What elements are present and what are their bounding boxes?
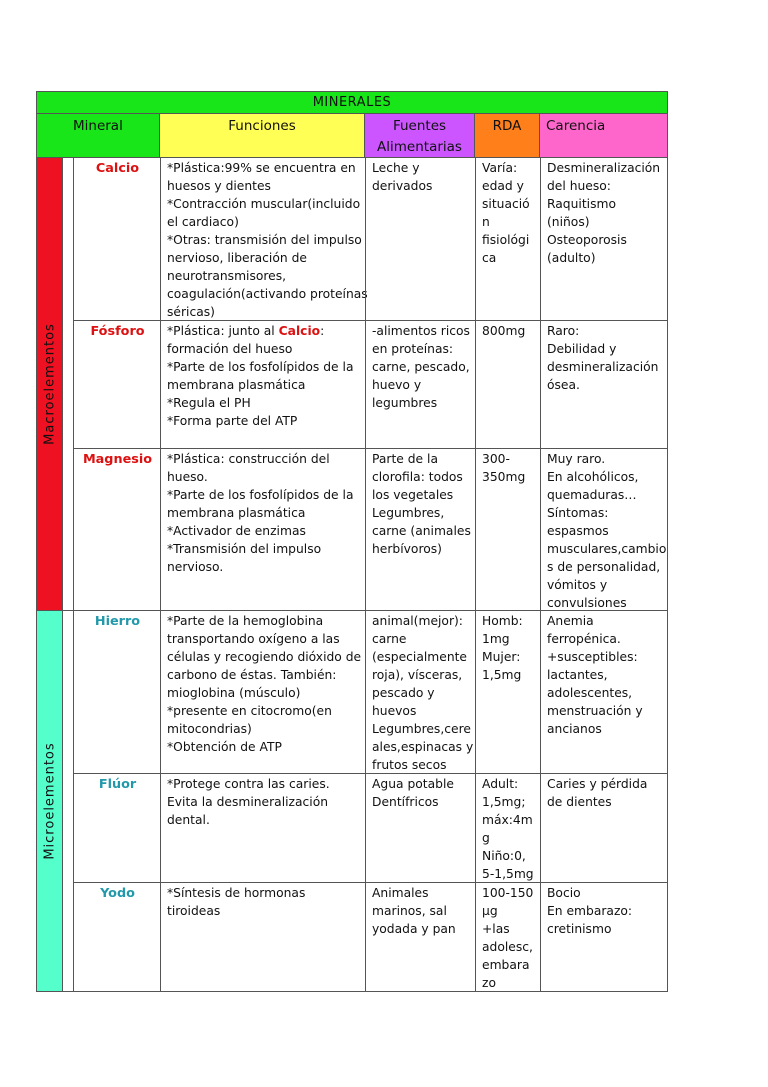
header-fuentes-line2: Alimentarias (377, 139, 462, 155)
cell-line: adolesc, (482, 940, 533, 954)
cell-line: derivados (372, 179, 433, 193)
cell-line: situació (482, 197, 530, 211)
carencia-cell (540, 321, 668, 448)
cell-line: Muy raro. (547, 452, 606, 466)
mineral-name: Calcio (73, 158, 160, 320)
group-macro-label: Macroelementos (42, 323, 57, 445)
cell-line: En alcohólicos, (547, 470, 639, 484)
rda-cell (475, 321, 540, 448)
cell-line: el cardiaco) (167, 215, 239, 229)
cell-line: *Activador de enzimas (167, 524, 306, 538)
cell-line: *Protege contra las caries. (167, 777, 330, 791)
group-microelementos (36, 611, 73, 992)
cell-line: ca (482, 251, 497, 265)
funciones-cell (160, 321, 365, 448)
funciones-cell (160, 883, 365, 991)
header-funciones: Funciones (160, 114, 365, 158)
cell-line: *Síntesis de hormonas (167, 886, 306, 900)
cell-line: 5-1,5mg (482, 867, 534, 881)
table-row (73, 449, 668, 611)
cell-line: Parte de la (372, 452, 438, 466)
mineral-name: Hierro (73, 611, 160, 773)
cell-line: n (482, 215, 490, 229)
cell-line: zo (482, 976, 496, 990)
group-micro-label: Microelementos (42, 742, 57, 860)
carencia-cell (540, 449, 668, 610)
cell-line: coagulación(activando proteínas (167, 287, 368, 301)
carencia-cell (540, 774, 668, 882)
cell-line: s de personalidad, (547, 560, 661, 574)
cell-line: roja), vísceras, (372, 668, 463, 682)
cell-line: lactantes, (547, 668, 608, 682)
funciones-cell (160, 449, 365, 610)
cell-line: tiroideas (167, 904, 221, 918)
cell-line: huesos y dientes (167, 179, 271, 193)
group-macro-label-box (37, 158, 62, 610)
cell-line: Legumbres, (372, 506, 445, 520)
cell-line: Leche y (372, 161, 420, 175)
fuentes-cell (365, 611, 475, 773)
carencia-cell (540, 883, 668, 991)
cell-line: -alimentos ricos (372, 324, 470, 338)
cell-line: legumbres (372, 396, 438, 410)
cell-line: yodada y pan (372, 922, 456, 936)
cell-line: del hueso: (547, 179, 611, 193)
fuentes-cell (365, 158, 475, 320)
cell-line: 350mg (482, 470, 526, 484)
cell-line: Raquitismo (547, 197, 616, 211)
cell-line: +susceptibles: (547, 650, 638, 664)
cell-line: los vegetales (372, 488, 454, 502)
cell-line: *Plástica: construcción del (167, 452, 330, 466)
cell-line: Osteoporosis (547, 233, 627, 247)
cell-line: Debilidad y (547, 342, 617, 356)
cell-line: 800mg (482, 324, 526, 338)
cell-line: *presente en citocromo(en (167, 704, 332, 718)
cell-line: embara (482, 958, 530, 972)
cell-line: carbono de éstas. También: (167, 668, 337, 682)
cell-line: séricas) (167, 305, 215, 319)
fuentes-cell (365, 321, 475, 448)
funciones-cell (160, 158, 368, 320)
cell-line: ferropénica. (547, 632, 621, 646)
cell-line: Varía: (482, 161, 518, 175)
group-micro-label-box (37, 611, 62, 991)
cell-line: (adulto) (547, 251, 596, 265)
carencia-cell (540, 158, 668, 320)
cell-line: µg (482, 904, 498, 918)
cell-line: Anemia (547, 614, 594, 628)
cell-line: 300- (482, 452, 510, 466)
funciones-highlight: Calcio (278, 324, 321, 338)
cell-line: pescado y (372, 686, 435, 700)
rda-cell (475, 611, 540, 773)
cell-line: menstruación y (547, 704, 643, 718)
cell-line: Caries y pérdida (547, 777, 648, 791)
cell-line: máx:4m (482, 813, 533, 827)
cell-line: carne (animales (372, 524, 471, 538)
cell-line: Niño:0, (482, 849, 526, 863)
cell-line: espasmos (547, 524, 609, 538)
funciones-cell (160, 611, 365, 773)
cell-line: nervioso. (167, 560, 224, 574)
cell-line: ancianos (547, 722, 602, 736)
cell-line: 1,5mg; (482, 795, 526, 809)
cell-line: en proteínas: (372, 342, 454, 356)
cell-line: huevos (372, 704, 417, 718)
funciones-line (167, 322, 360, 340)
mineral-name: Fósforo (73, 321, 160, 448)
header-fuentes (365, 114, 475, 158)
cell-line: desmineralización (547, 360, 659, 374)
cell-line: En embarazo: (547, 904, 633, 918)
cell-line: de dientes (547, 795, 612, 809)
rda-cell (475, 883, 540, 991)
cell-line: Síntomas: (547, 506, 609, 520)
funciones-rest (167, 340, 360, 430)
cell-line: 100-150 (482, 886, 534, 900)
fuentes-cell (365, 449, 475, 610)
cell-line: dental. (167, 813, 210, 827)
mineral-name: Yodo (73, 883, 160, 991)
cell-line: 1mg (482, 632, 510, 646)
cell-line: transportando oxígeno a las (167, 632, 340, 646)
carencia-cell (540, 611, 668, 773)
cell-line: Raro: (547, 324, 580, 338)
cell-line: nervioso, liberación de (167, 251, 307, 265)
cell-line: Mujer: (482, 650, 521, 664)
cell-line: fisiológi (482, 233, 530, 247)
table-row (73, 321, 668, 449)
cell-line: 1,5mg (482, 668, 522, 682)
cell-line: células y recogiendo dióxido de (167, 650, 362, 664)
cell-line: convulsiones (547, 596, 627, 610)
funciones-text: *Plástica: junto al (167, 324, 279, 338)
table-row (73, 774, 668, 883)
cell-line: vómitos y (547, 578, 608, 592)
cell-line: hueso. (167, 470, 208, 484)
cell-line: mitocondrias) (167, 722, 252, 736)
mineral-name: Flúor (73, 774, 160, 882)
cell-line: Animales (372, 886, 429, 900)
cell-line: neurotransmisores, (167, 269, 287, 283)
cell-line: *Plástica:99% se encuentra en (167, 161, 356, 175)
cell-line: *Contracción muscular(incluido (167, 197, 361, 211)
cell-line: animal(mejor): (372, 614, 463, 628)
cell-line: *Regula el PH (167, 396, 251, 410)
cell-line: *Parte de los fosfolípidos de la (167, 488, 354, 502)
cell-line: ósea. (547, 378, 580, 392)
rda-cell (475, 774, 540, 882)
cell-line: marinos, sal (372, 904, 447, 918)
rda-cell (475, 158, 540, 320)
fuentes-cell (365, 883, 475, 991)
funciones-text: : (320, 324, 325, 338)
cell-line: huevo y (372, 378, 422, 392)
group-macroelementos (36, 158, 73, 611)
cell-line: g (482, 831, 490, 845)
cell-line: carne, pescado, (372, 360, 470, 374)
funciones-cell (160, 774, 365, 882)
cell-line: adolescentes, (547, 686, 633, 700)
table-title: MINERALES (36, 91, 668, 114)
cell-line: Adult: (482, 777, 519, 791)
header-fuentes-line1: Fuentes (392, 118, 447, 134)
cell-line: (niños) (547, 215, 590, 229)
cell-line: membrana plasmática (167, 506, 306, 520)
table-row (73, 883, 668, 992)
header-carencia: Carencia (540, 114, 668, 158)
cell-line: Desmineralización (547, 161, 661, 175)
cell-line: formación del hueso (167, 342, 293, 356)
cell-line: edad y (482, 179, 524, 193)
cell-line: musculares,cambio (547, 542, 667, 556)
cell-line: +las (482, 922, 510, 936)
cell-line: *Forma parte del ATP (167, 414, 298, 428)
cell-line: membrana plasmática (167, 378, 306, 392)
fuentes-cell (365, 774, 475, 882)
table-row (73, 611, 668, 774)
mineral-name: Magnesio (73, 449, 160, 610)
cell-line: Dentífricos (372, 795, 439, 809)
cell-line: frutos secos (372, 758, 447, 772)
cell-line: Evita la desmineralización (167, 795, 329, 809)
cell-line: Bocio (547, 886, 581, 900)
cell-line: *Parte de los fosfolípidos de la (167, 360, 354, 374)
cell-line: cretinismo (547, 922, 612, 936)
cell-line: ales,espinacas y (372, 740, 474, 754)
cell-line: *Transmisión del impulso (167, 542, 322, 556)
cell-line: clorofila: todos (372, 470, 463, 484)
cell-line: Agua potable (372, 777, 454, 791)
cell-line: *Parte de la hemoglobina (167, 614, 324, 628)
cell-line: Legumbres,cere (372, 722, 471, 736)
header-rda: RDA (475, 114, 540, 158)
cell-line: carne (372, 632, 407, 646)
table-row (73, 158, 668, 321)
cell-line: Homb: (482, 614, 523, 628)
rda-cell (475, 449, 540, 610)
cell-line: mioglobina (músculo) (167, 686, 301, 700)
cell-line: *Otras: transmisión del impulso (167, 233, 362, 247)
cell-line: *Obtención de ATP (167, 740, 282, 754)
header-mineral: Mineral (36, 114, 160, 158)
cell-line: quemaduras… (547, 488, 637, 502)
cell-line: (especialmente (372, 650, 467, 664)
cell-line: herbívoros) (372, 542, 442, 556)
